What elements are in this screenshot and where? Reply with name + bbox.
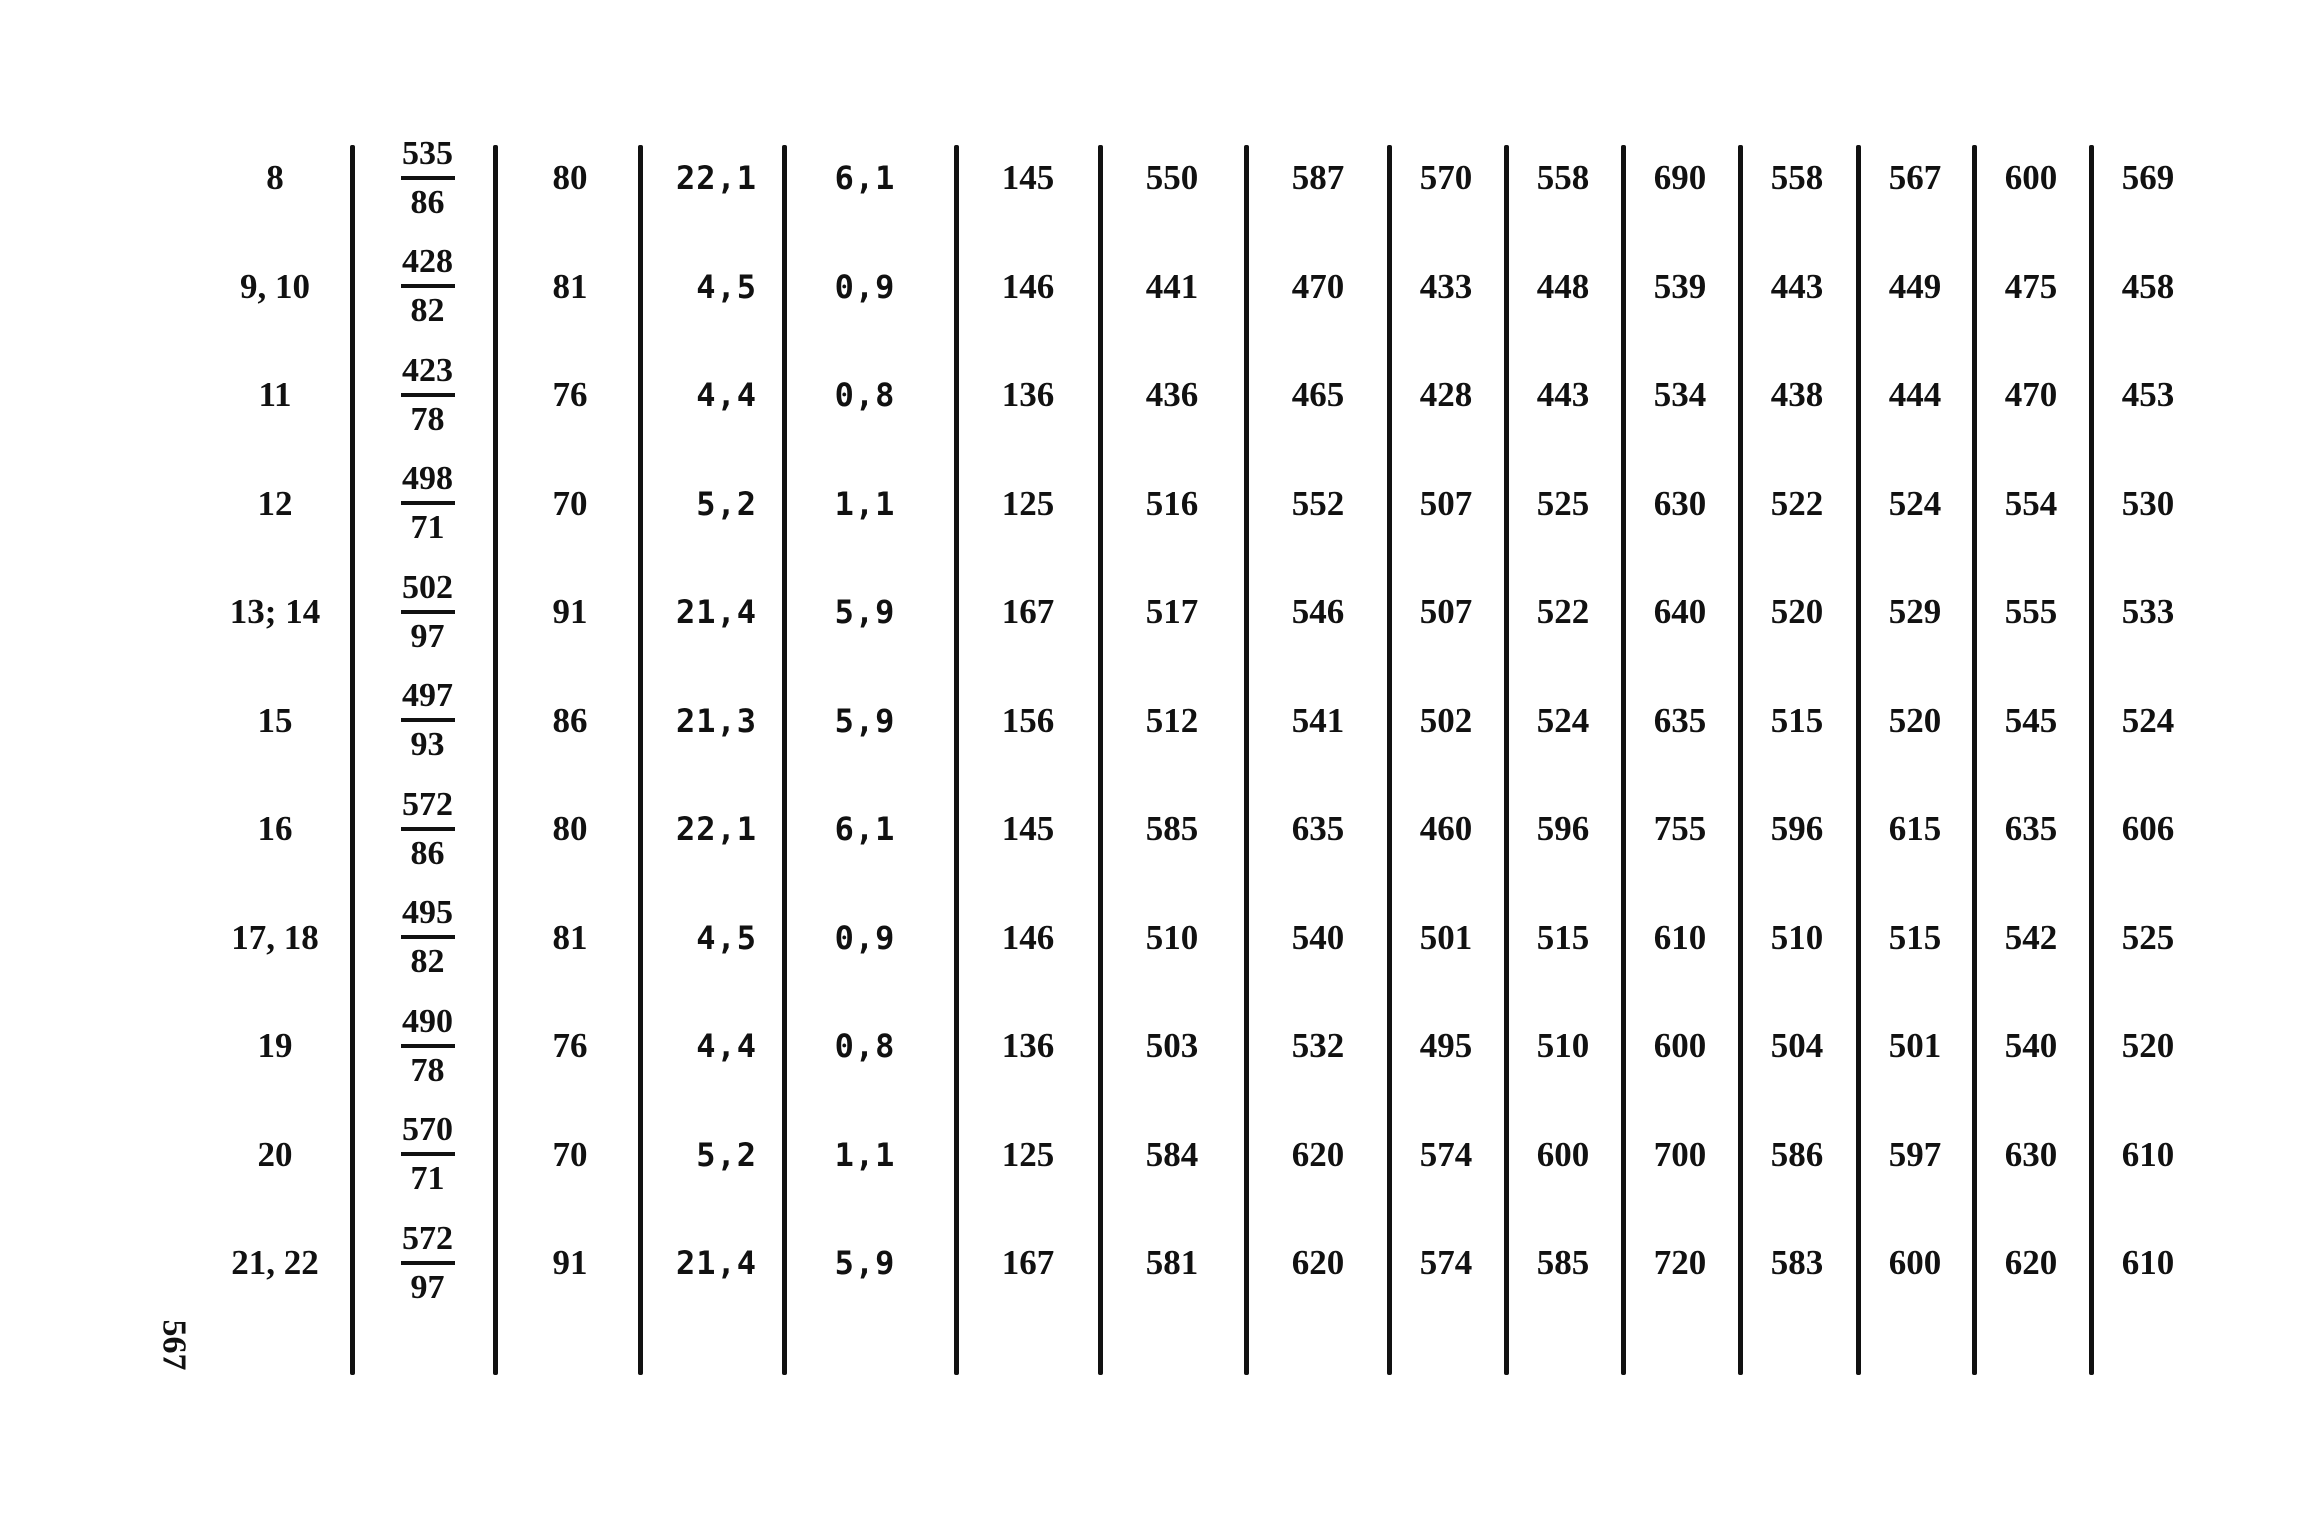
- value-cell: 620: [1291, 1243, 1345, 1282]
- table-row: [0, 775, 2307, 883]
- table-row: [0, 884, 2307, 992]
- value-cell: 597: [1888, 1134, 1942, 1174]
- fraction-cell: [355, 775, 500, 883]
- fraction-bar: [401, 718, 455, 722]
- value-cell: 81: [552, 917, 588, 957]
- value-cell: 453: [2121, 375, 2175, 414]
- value-cell: 524: [1888, 483, 1942, 523]
- value-cell: 585: [1536, 1243, 1590, 1282]
- value-cell: 146: [1001, 917, 1055, 957]
- fraction-cell: [355, 884, 500, 992]
- value-cell: 458: [2121, 266, 2175, 306]
- fraction-denominator: 86: [410, 183, 445, 221]
- fraction-bar: [401, 501, 455, 505]
- value-cell: 755: [1653, 809, 1707, 848]
- table-row: [0, 558, 2307, 666]
- value-cell: 610: [2121, 1134, 2175, 1174]
- value-cell: 532: [1291, 1026, 1345, 1065]
- value-cell: 533: [2121, 592, 2175, 631]
- fraction-cell: [355, 124, 500, 232]
- value-cell: 470: [2004, 375, 2058, 414]
- fraction-denominator: 71: [410, 1160, 445, 1197]
- value-cell: 503: [1145, 1026, 1199, 1065]
- value-cell: 136: [1001, 1026, 1055, 1065]
- value-cell: 5,9: [834, 593, 896, 631]
- value-cell: 145: [1001, 809, 1055, 848]
- fraction-numerator: 570: [402, 1111, 453, 1148]
- value-cell: 76: [552, 375, 588, 414]
- value-cell: 4,4: [696, 376, 757, 414]
- value-cell: 520: [1888, 700, 1942, 740]
- value-cell: 515: [1888, 917, 1942, 957]
- row-label: 15: [257, 700, 293, 740]
- value-cell: 558: [1536, 158, 1590, 197]
- value-cell: 542: [2004, 917, 2058, 957]
- fraction-numerator: 495: [402, 894, 453, 931]
- table-row: [0, 233, 2307, 341]
- value-cell: 552: [1291, 483, 1345, 523]
- value-cell: 610: [1653, 917, 1707, 957]
- value-cell: 433: [1419, 266, 1473, 306]
- fraction: [401, 1219, 455, 1306]
- value-cell: 520: [2121, 1026, 2175, 1065]
- value-cell: 586: [1770, 1134, 1824, 1174]
- value-cell: 6,1: [834, 159, 896, 197]
- row-label: 21, 22: [231, 1243, 319, 1282]
- fraction-bar: [401, 935, 455, 939]
- value-cell: 510: [1770, 917, 1824, 957]
- value-cell: 136: [1001, 375, 1055, 414]
- value-cell: 581: [1145, 1243, 1199, 1282]
- fraction-denominator: 93: [410, 726, 445, 763]
- fraction-denominator: 97: [410, 617, 445, 655]
- value-cell: 510: [1536, 1026, 1590, 1065]
- value-cell: 22,1: [675, 810, 757, 848]
- fraction-numerator: 535: [402, 134, 453, 172]
- table-row: [0, 341, 2307, 449]
- value-cell: 0,9: [834, 918, 896, 957]
- value-cell: 460: [1419, 809, 1473, 848]
- value-cell: 525: [1536, 483, 1590, 523]
- value-cell: 555: [2004, 592, 2058, 631]
- value-cell: 516: [1145, 483, 1199, 523]
- value-cell: 507: [1419, 483, 1473, 523]
- value-cell: 1,1: [834, 484, 896, 523]
- value-cell: 540: [2004, 1026, 2058, 1065]
- value-cell: 448: [1536, 266, 1590, 306]
- value-cell: 615: [1888, 809, 1942, 848]
- fraction-numerator: 502: [402, 568, 453, 606]
- row-label: 9, 10: [240, 266, 310, 306]
- value-cell: 640: [1653, 592, 1707, 631]
- row-label: 16: [257, 809, 293, 848]
- fraction-bar: [401, 176, 455, 180]
- value-cell: 449: [1888, 266, 1942, 306]
- value-cell: 167: [1001, 592, 1055, 631]
- fraction-numerator: 428: [402, 243, 453, 280]
- value-cell: 495: [1419, 1026, 1473, 1065]
- value-cell: 5,9: [834, 1244, 896, 1282]
- value-cell: 574: [1419, 1243, 1473, 1282]
- value-cell: 600: [1888, 1243, 1942, 1282]
- value-cell: 520: [1770, 592, 1824, 631]
- value-cell: 522: [1770, 483, 1824, 523]
- value-cell: 600: [1653, 1026, 1707, 1065]
- value-cell: 700: [1653, 1134, 1707, 1174]
- value-cell: 80: [552, 158, 588, 197]
- value-cell: 5,2: [696, 484, 757, 523]
- value-cell: 76: [552, 1026, 588, 1065]
- fraction-bar: [401, 1261, 455, 1265]
- value-cell: 525: [2121, 917, 2175, 957]
- table-row: [0, 124, 2307, 232]
- value-cell: 70: [552, 483, 588, 523]
- fraction: [401, 896, 455, 979]
- fraction-denominator: 78: [410, 400, 445, 438]
- fraction-denominator: 78: [410, 1051, 445, 1089]
- row-label: 12: [257, 483, 293, 523]
- value-cell: 596: [1770, 809, 1824, 848]
- value-cell: 515: [1770, 700, 1824, 740]
- row-label: 13; 14: [229, 592, 321, 631]
- value-cell: 635: [1291, 809, 1345, 848]
- value-cell: 470: [1291, 266, 1345, 306]
- value-cell: 80: [552, 809, 588, 848]
- value-cell: 428: [1419, 375, 1473, 414]
- value-cell: 524: [1536, 700, 1590, 740]
- fraction-cell: [355, 1101, 500, 1209]
- value-cell: 567: [1888, 158, 1942, 197]
- value-cell: 0,8: [834, 1027, 896, 1065]
- row-label: 17, 18: [231, 917, 319, 957]
- value-cell: 515: [1536, 917, 1590, 957]
- value-cell: 81: [552, 266, 588, 306]
- fraction-numerator: 497: [402, 677, 453, 714]
- value-cell: 502: [1419, 700, 1473, 740]
- value-cell: 6,1: [834, 810, 896, 848]
- fraction: [401, 351, 455, 438]
- fraction: [401, 1002, 455, 1089]
- fraction: [401, 1113, 455, 1196]
- value-cell: 517: [1145, 592, 1199, 631]
- value-cell: 600: [2004, 158, 2058, 197]
- value-cell: 635: [1653, 700, 1707, 740]
- value-cell: 620: [2004, 1243, 2058, 1282]
- value-cell: 541: [1291, 700, 1345, 740]
- value-cell: 524: [2121, 700, 2175, 740]
- value-cell: 438: [1770, 375, 1824, 414]
- value-cell: 91: [552, 1243, 588, 1282]
- fraction: [401, 785, 455, 872]
- fraction: [401, 462, 455, 545]
- value-cell: 156: [1001, 700, 1055, 740]
- value-cell: 534: [1653, 375, 1707, 414]
- value-cell: 1,1: [834, 1135, 896, 1174]
- value-cell: 21,4: [675, 593, 757, 631]
- value-cell: 91: [552, 592, 588, 631]
- value-cell: 512: [1145, 700, 1199, 740]
- value-cell: 583: [1770, 1243, 1824, 1282]
- value-cell: 630: [2004, 1134, 2058, 1174]
- value-cell: 606: [2121, 809, 2175, 848]
- fraction-bar: [401, 1044, 455, 1048]
- value-cell: 22,1: [675, 159, 757, 197]
- value-cell: 585: [1145, 809, 1199, 848]
- value-cell: 550: [1145, 158, 1199, 197]
- fraction-denominator: 82: [410, 943, 445, 980]
- fraction-cell: [355, 667, 500, 775]
- value-cell: 146: [1001, 266, 1055, 306]
- table-row: [0, 992, 2307, 1100]
- value-cell: 720: [1653, 1243, 1707, 1282]
- fraction-denominator: 82: [410, 292, 445, 329]
- value-cell: 558: [1770, 158, 1824, 197]
- fraction-bar: [401, 1152, 455, 1156]
- fraction-bar: [401, 393, 455, 397]
- fraction-denominator: 97: [410, 1268, 445, 1306]
- fraction-cell: [355, 341, 500, 449]
- fraction-denominator: 71: [410, 509, 445, 546]
- fraction-bar: [401, 827, 455, 831]
- value-cell: 507: [1419, 592, 1473, 631]
- fraction: [401, 679, 455, 762]
- value-cell: 0,9: [834, 267, 896, 306]
- table-row: [0, 450, 2307, 558]
- value-cell: 5,9: [834, 701, 896, 740]
- fraction-cell: [355, 450, 500, 558]
- value-cell: 610: [2121, 1243, 2175, 1282]
- fraction-cell: [355, 992, 500, 1100]
- value-cell: 465: [1291, 375, 1345, 414]
- fraction-numerator: 498: [402, 460, 453, 497]
- fraction-numerator: 423: [402, 351, 453, 389]
- fraction-denominator: 86: [410, 834, 445, 872]
- value-cell: 569: [2121, 158, 2175, 197]
- value-cell: 0,8: [834, 376, 896, 414]
- value-cell: 501: [1419, 917, 1473, 957]
- fraction-numerator: 490: [402, 1002, 453, 1040]
- value-cell: 630: [1653, 483, 1707, 523]
- value-cell: 21,3: [675, 701, 757, 740]
- fraction-bar: [401, 284, 455, 288]
- value-cell: 86: [552, 700, 588, 740]
- value-cell: 125: [1001, 1134, 1055, 1174]
- fraction-cell: [355, 558, 500, 666]
- value-cell: 145: [1001, 158, 1055, 197]
- value-cell: 574: [1419, 1134, 1473, 1174]
- row-label: 8: [266, 158, 284, 197]
- value-cell: 475: [2004, 266, 2058, 306]
- value-cell: 530: [2121, 483, 2175, 523]
- value-cell: 546: [1291, 592, 1345, 631]
- value-cell: 167: [1001, 1243, 1055, 1282]
- value-cell: 620: [1291, 1134, 1345, 1174]
- table-row: [0, 1101, 2307, 1209]
- row-label: 11: [258, 375, 292, 414]
- value-cell: 510: [1145, 917, 1199, 957]
- value-cell: 635: [2004, 809, 2058, 848]
- value-cell: 600: [1536, 1134, 1590, 1174]
- value-cell: 540: [1291, 917, 1345, 957]
- fraction: [401, 245, 455, 328]
- value-cell: 554: [2004, 483, 2058, 523]
- fraction: [401, 134, 455, 221]
- value-cell: 584: [1145, 1134, 1199, 1174]
- value-cell: 539: [1653, 266, 1707, 306]
- value-cell: 587: [1291, 158, 1345, 197]
- value-cell: 443: [1770, 266, 1824, 306]
- fraction-bar: [401, 610, 455, 614]
- value-cell: 545: [2004, 700, 2058, 740]
- value-cell: 690: [1653, 158, 1707, 197]
- value-cell: 4,5: [696, 267, 757, 306]
- value-cell: 504: [1770, 1026, 1824, 1065]
- table-row: [0, 1209, 2307, 1317]
- value-cell: 443: [1536, 375, 1590, 414]
- row-label: 19: [257, 1026, 293, 1065]
- fraction: [401, 568, 455, 655]
- value-cell: 529: [1888, 592, 1942, 631]
- fraction-numerator: 572: [402, 1219, 453, 1257]
- page-number: 567: [155, 1319, 193, 1371]
- value-cell: 5,2: [696, 1135, 757, 1174]
- fraction-cell: [355, 1209, 500, 1317]
- value-cell: 4,4: [696, 1027, 757, 1065]
- value-cell: 21,4: [675, 1244, 757, 1282]
- value-cell: 125: [1001, 483, 1055, 523]
- value-cell: 501: [1888, 1026, 1942, 1065]
- value-cell: 70: [552, 1134, 588, 1174]
- row-label: 20: [257, 1134, 293, 1174]
- value-cell: 444: [1888, 375, 1942, 414]
- value-cell: 522: [1536, 592, 1590, 631]
- fraction-cell: [355, 233, 500, 341]
- value-cell: 441: [1145, 266, 1199, 306]
- table-row: [0, 667, 2307, 775]
- value-cell: 436: [1145, 375, 1199, 414]
- value-cell: 570: [1419, 158, 1473, 197]
- value-cell: 4,5: [696, 918, 757, 957]
- fraction-numerator: 572: [402, 785, 453, 823]
- value-cell: 596: [1536, 809, 1590, 848]
